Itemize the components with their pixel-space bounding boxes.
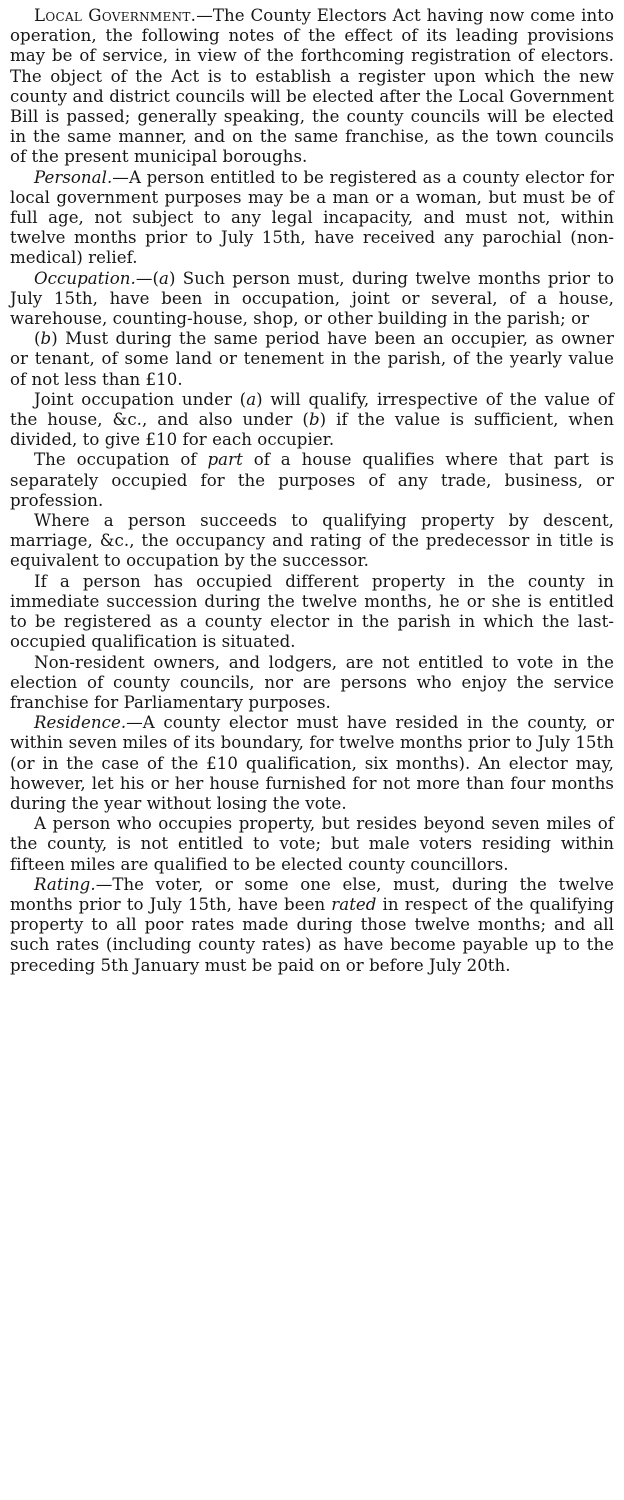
part-house-paragraph [10,450,614,511]
occupation-heading: Occupation. [34,268,136,288]
part-emphasis: part [207,450,243,470]
newspaper-article [10,0,614,976]
residence-paragraph [10,713,614,814]
residence-text: —A county elector must have resided in the county, or within seven miles of its boundary, for twelve months prior to July 15th (or in the case of the £10 qualification, six months). An elector may, however, let his or her house furnished for not more than four months during the year without losing the vote. [10,713,614,813]
personal-text: —A person entitled to be registered as a county elector for local government purposes may be a man or a woman, but must be of full age, not subject to any legal incapacity, and must not, within twelve months prior to July 15th, have received any parochial (non-medical) relief. [10,167,614,268]
rating-text-1: —The voter, or some one else, must, during the twelve months prior to July 15th, have been [10,874,614,914]
occupation-a-paragraph [10,269,614,330]
rating-emphasis: rated [331,894,377,914]
article-intro-paragraph [10,6,614,168]
occupation-a-text: ) Such person must, during twelve months prior to July 15th, have been in occupation, joint or several, of a house, warehouse, counting-house, shop, or other building in the parish; or [10,268,614,329]
residence-heading: Residence. [34,713,127,733]
occupation-a-prefix: —( [135,268,160,288]
occupation-b-label: b [40,329,52,349]
personal-paragraph [10,168,614,269]
intro-text: The County Electors Act having now come into operation, the following notes of the effect of its leading provisions may be of service, in view of the forthcoming registration of electors. The object of the Act is to establish a register upon which the new county and district councils will be elected after the Local Government Bill is passed; generally speaking, the county councils will be elected in the same manner, and on the same franchise, as the town councils of the present municipal boroughs. [10,6,614,167]
joint-text-1: Joint occupation under ( [34,389,247,409]
succession-paragraph: Where a person succeeds to qualifying property by descent, marriage, &c., the occupancy and rating of the predecessor in title is equivalent to occupation by the successor. [10,511,614,571]
joint-text-2: ) will qualify, irrespective of the value of the house, &c., and also under ( [10,389,614,430]
title-dash: — [196,6,213,25]
rating-heading: Rating. [34,874,96,894]
joint-b-label: b [308,410,320,430]
beyond-county-paragraph: A person who occupies property, but resides beyond seven miles of the county, is not entitled to vote; but male voters residing within fifteen miles are qualified to be elected county councillors. [10,814,614,874]
occupation-b-open: ( [34,329,41,349]
part-text-2: of a house qualifies where that part is separately occupied for the purposes of any trade, business, or profession. [10,450,614,510]
different-property-paragraph: If a person has occupied different property in the county in immediate succession during the twelve months, he or she is entitled to be registered as a county elector in the parish in which the last-occupied qualification is situated. [10,571,614,652]
non-resident-paragraph: Non-resident owners, and lodgers, are not entitled to vote in the election of county councils, nor are persons who enjoy the service franchise for Parliamentary purposes. [10,652,614,712]
joint-text-3: ) if the value is sufficient, when divided, to give £10 for each occupier. [10,410,614,450]
rating-text-2: in respect of the qualifying property to all poor rates made during those twelve months; and all such rates (including county rates) as have become payable up to the preceding 5th January must be paid on or before July 20th. [10,894,614,975]
rating-paragraph [10,875,614,976]
personal-heading: Personal. [34,167,113,187]
joint-occupation-paragraph [10,390,614,451]
occupation-b-paragraph [10,329,614,390]
occupation-a-label: a [159,268,169,288]
joint-a-label: a [246,389,257,409]
occupation-b-text: ) Must during the same period have been an occupier, as owner or tenant, of some land or tenement in the parish, of the yearly value of not less than £10. [10,329,614,389]
part-text-1: The occupation of [34,450,208,470]
article-title: Local Government. [34,6,197,25]
